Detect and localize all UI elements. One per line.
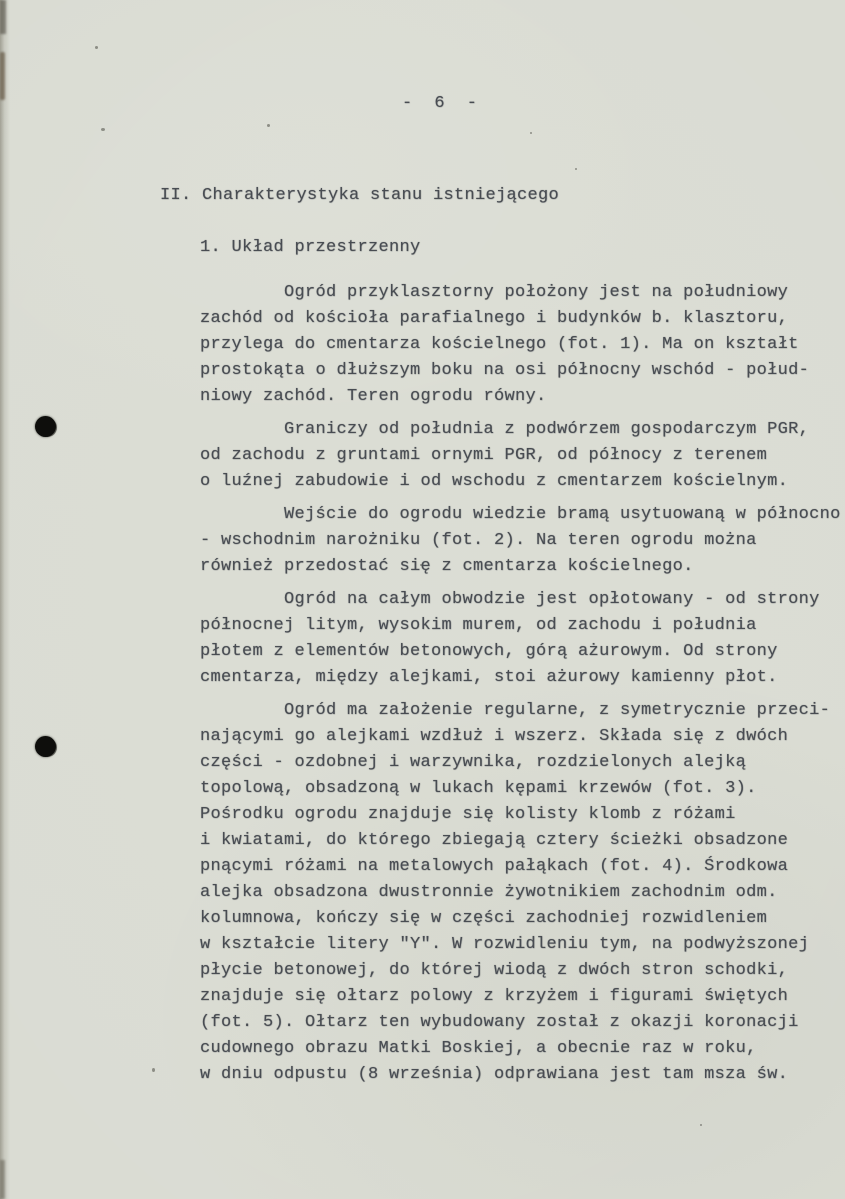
text-line: - wschodnim narożniku (fot. 2). Na teren ogrodu można: [200, 531, 757, 550]
text-line: cmentarza, między alejkami, stoi ażurowy kamienny płot.: [200, 668, 778, 687]
text-line: niowy zachód. Teren ogrodu równy.: [200, 387, 547, 406]
text-line: północnej litym, wysokim murem, od zachodu i południa: [200, 616, 757, 635]
text-line: cudownego obrazu Matki Boskiej, a obecnie raz w roku,: [200, 1039, 757, 1058]
text-line: kolumnowa, kończy się w części zachodniej rozwidleniem: [200, 909, 768, 928]
paragraph-3: [200, 502, 840, 580]
document-body: [200, 280, 840, 1095]
scan-edge-mark: [0, 1160, 5, 1199]
page-number: - 6 -: [402, 94, 484, 113]
hole-punch-top: [35, 416, 56, 437]
text-line: o luźnej zabudowie i od wschodu z cmentarzem kościelnym.: [200, 472, 789, 491]
paper-speck: [700, 1124, 702, 1126]
paragraph-2: [200, 417, 840, 495]
text-line: Ogród na całym obwodzie jest opłotowany - od strony: [284, 590, 820, 609]
text-line: topolową, obsadzoną w lukach kępami krzewów (fot. 3).: [200, 779, 757, 798]
paragraph-1: [200, 280, 840, 410]
text-line: Ogród przyklasztorny położony jest na południowy: [284, 283, 789, 302]
text-line: nającymi go alejkami wzdłuż i wszerz. Składa się z dwóch: [200, 727, 789, 746]
paper-speck: [95, 46, 98, 49]
paper-speck: [530, 132, 532, 134]
text-line: i kwiatami, do którego zbiegają cztery ścieżki obsadzone: [200, 831, 789, 850]
paper-speck: [267, 124, 270, 127]
text-line: Ogród ma założenie regularne, z symetrycznie przeci-: [284, 701, 831, 720]
text-line: również przedostać się z cmentarza kościelnego.: [200, 557, 694, 576]
section-heading: II. Charakterystyka stanu istniejącego: [160, 186, 560, 205]
scan-edge-mark: [0, 0, 6, 34]
paragraph-5: [200, 698, 840, 1088]
text-line: znajduje się ołtarz polowy z krzyżem i figurami świętych: [200, 987, 789, 1006]
text-line: Graniczy od południa z podwórzem gospodarczym PGR,: [284, 420, 810, 439]
text-line: części - ozdobnej i warzywnika, rozdzielonych alejką: [200, 753, 747, 772]
text-line: alejka obsadzona dwustronnie żywotnikiem zachodnim odm.: [200, 883, 778, 902]
text-line: Pośrodku ogrodu znajduje się kolisty klomb z różami: [200, 805, 736, 824]
paragraph-4: [200, 587, 840, 691]
text-line: (fot. 5). Ołtarz ten wybudowany został z okazji koronacji: [200, 1013, 799, 1032]
hole-punch-bottom: [35, 736, 56, 757]
subsection-heading: 1. Układ przestrzenny: [200, 238, 421, 257]
text-line: przylega do cmentarza kościelnego (fot. 1). Ma on kształt: [200, 335, 799, 354]
text-line: prostokąta o dłuższym boku na osi północny wschód - połud-: [200, 361, 810, 380]
scan-edge-mark: [0, 52, 5, 100]
text-line: płycie betonowej, do której wiodą z dwóch stron schodki,: [200, 961, 789, 980]
scan-edge-shadow: [0, 0, 10, 1199]
text-line: płotem z elementów betonowych, górą ażurowym. Od strony: [200, 642, 778, 661]
paper-speck: [575, 168, 577, 170]
text-line: od zachodu z gruntami ornymi PGR, od północy z terenem: [200, 446, 768, 465]
text-line: w dniu odpustu (8 września) odprawiana jest tam msza św.: [200, 1065, 789, 1084]
text-line: pnącymi różami na metalowych pałąkach (fot. 4). Środkowa: [200, 857, 789, 876]
text-line: zachód od kościoła parafialnego i budynków b. klasztoru,: [200, 309, 789, 328]
paper-speck: [152, 1068, 155, 1072]
paper-speck: [101, 128, 105, 131]
text-line: w kształcie litery "Y". W rozwidleniu tym, na podwyższonej: [200, 935, 810, 954]
text-line: Wejście do ogrodu wiedzie bramą usytuowaną w północno: [284, 505, 841, 524]
